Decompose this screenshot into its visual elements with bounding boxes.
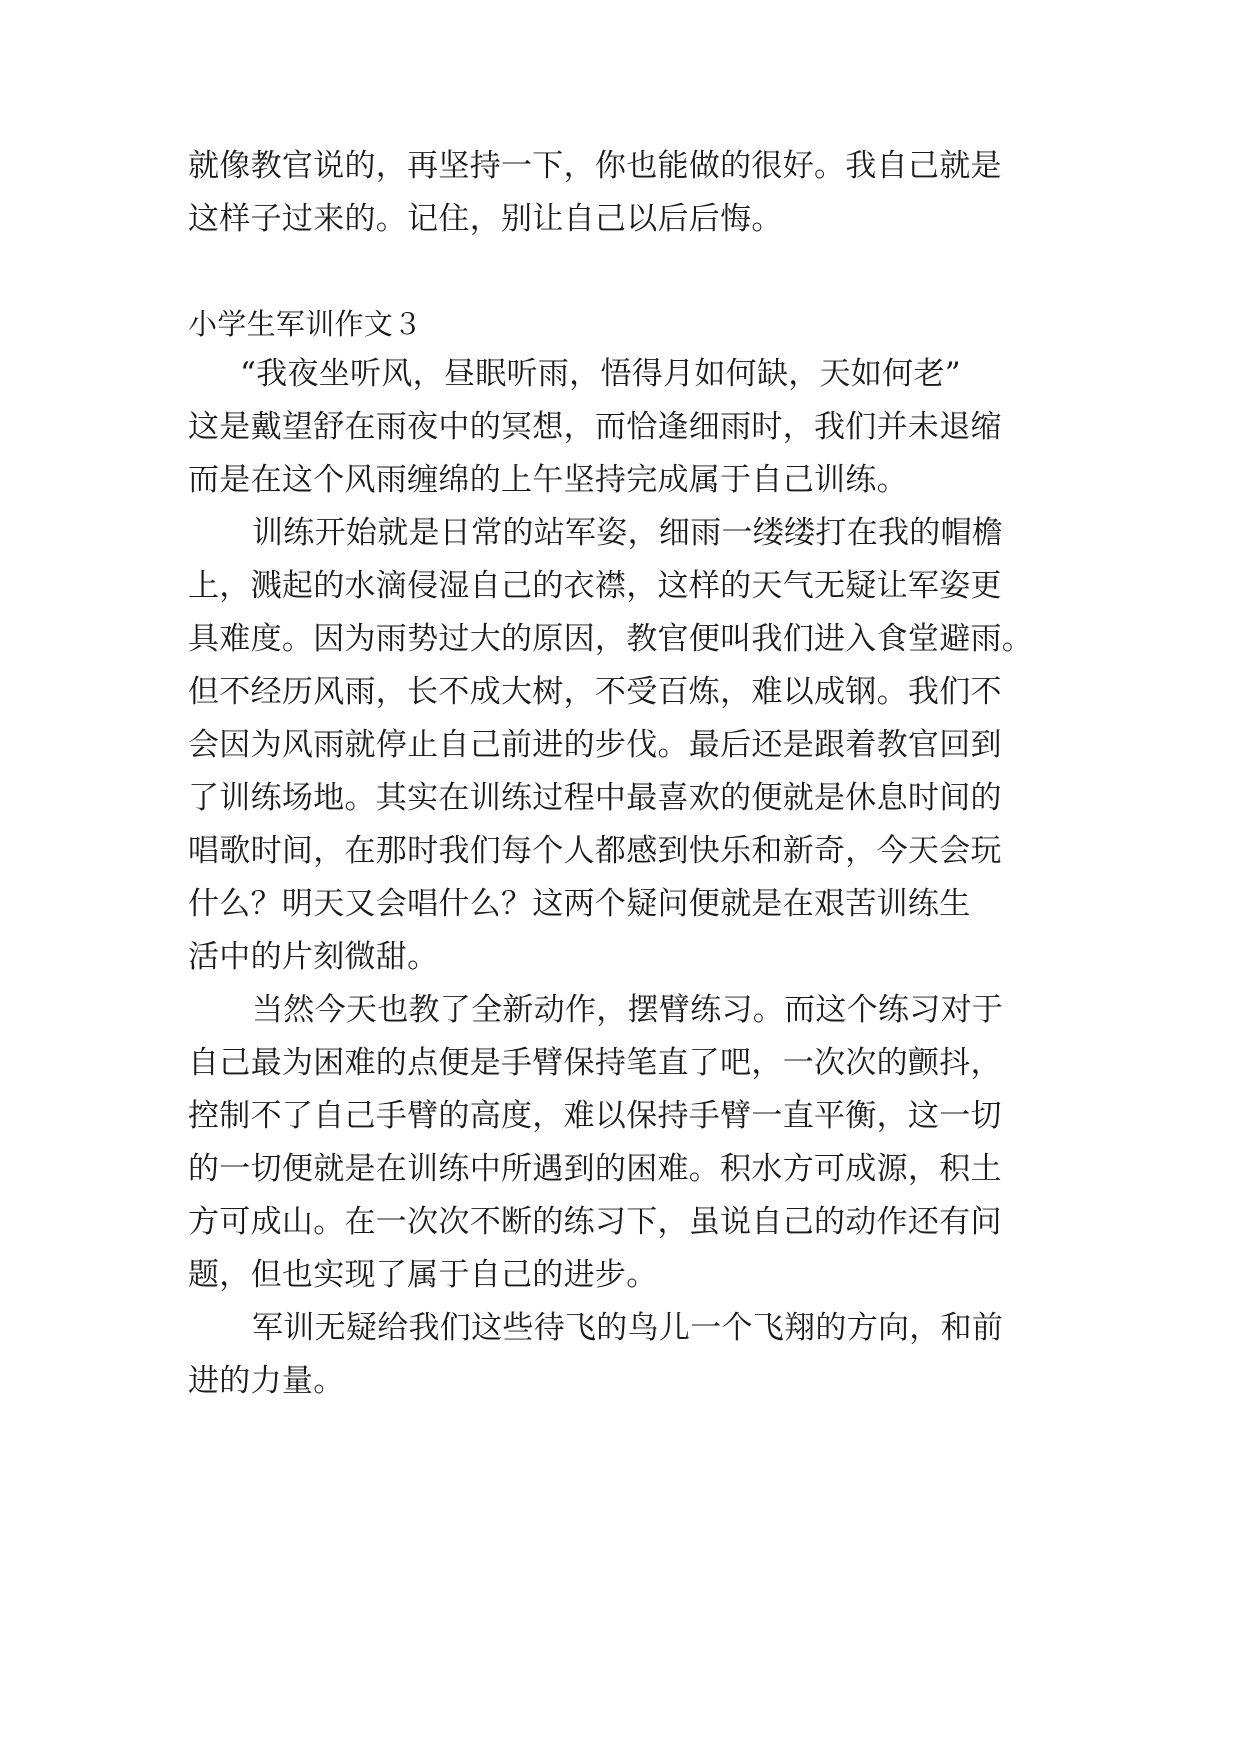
paragraph-line: 进的力量。 xyxy=(188,1363,345,1399)
paragraph-line: 这是戴望舒在雨夜中的冥想，而恰逢细雨时，我们并未退缩 xyxy=(188,409,1002,445)
paragraph-line: 军训无疑给我们这些待飞的鸟儿一个飞翔的方向，和前 xyxy=(252,1310,1004,1346)
paragraph-line: 但不经历风雨，长不成大树，不受百炼，难以成钢。我们不 xyxy=(188,674,1002,710)
paragraph-line: 的一切便就是在训练中所遇到的困难。积水方可成源，积土 xyxy=(188,1151,1002,1187)
paragraph-line: 题，但也实现了属于自己的进步。 xyxy=(188,1257,658,1293)
paragraph-line: 唱歌时间，在那时我们每个人都感到快乐和新奇，今天会玩 xyxy=(188,833,1002,869)
intro-line: 就像教官说的，再坚持一下，你也能做的很好。我自己就是 xyxy=(188,148,1002,184)
paragraph-line: 而是在这个风雨缠绵的上午坚持完成属于自己训练。 xyxy=(188,462,908,498)
paragraph-line: 了训练场地。其实在训练过程中最喜欢的便就是休息时间的 xyxy=(188,780,1002,816)
paragraph-line: 训练开始就是日常的站军姿，细雨一缕缕打在我的帽檐 xyxy=(252,515,1004,551)
paragraph-line: 具难度。因为雨势过大的原因，教官便叫我们进入食堂避雨。 xyxy=(188,621,1034,657)
intro-line: 这样子过来的。记住，别让自己以后后悔。 xyxy=(188,201,783,237)
paragraph-line: 会因为风雨就停止自己前进的步伐。最后还是跟着教官回到 xyxy=(188,727,1002,763)
paragraph-line: 上，溅起的水滴侵湿自己的衣襟，这样的天气无疑让军姿更 xyxy=(188,568,1002,604)
paragraph-line: 自己最为困难的点便是手臂保持笔直了吧，一次次的颤抖， xyxy=(188,1045,1002,1081)
paragraph-line: “我夜坐听风，昼眠听雨，悟得月如何缺，天如何老” xyxy=(240,356,961,392)
paragraph-line: 什么？明天又会唱什么？这两个疑问便就是在艰苦训练生 xyxy=(188,886,971,922)
paragraph-line: 控制不了自己手臂的高度，难以保持手臂一直平衡，这一切 xyxy=(188,1098,1002,1134)
paragraph-line: 当然今天也教了全新动作，摆臂练习。而这个练习对于 xyxy=(252,992,1004,1028)
paragraph-line: 方可成山。在一次次不断的练习下，虽说自己的动作还有问 xyxy=(188,1204,1002,1240)
paragraph-line: 活中的片刻微甜。 xyxy=(188,939,439,975)
section-title: 小学生军训作文３ xyxy=(188,307,423,341)
